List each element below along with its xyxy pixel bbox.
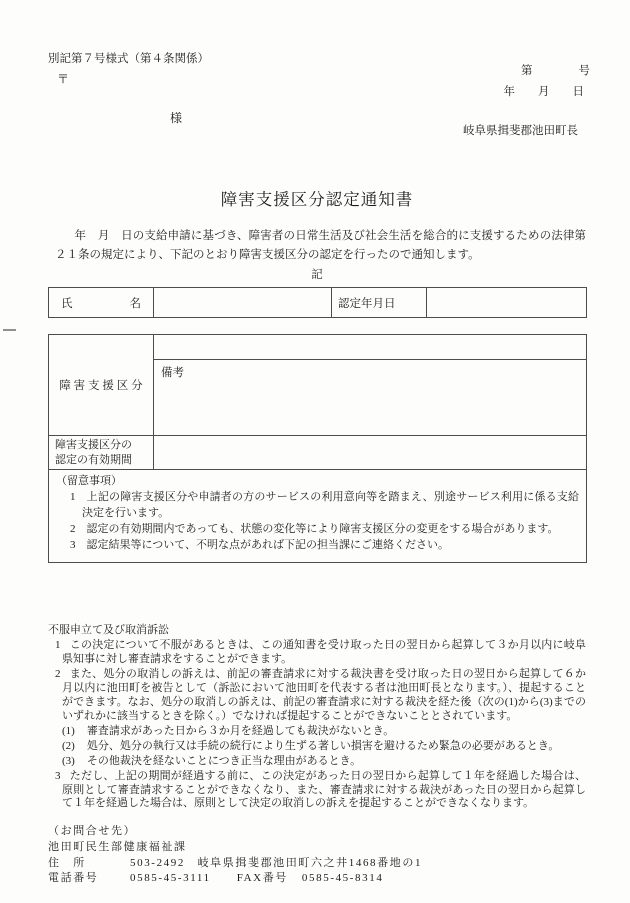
issue-date-line: 年 月 日: [503, 86, 584, 98]
appeal-sub-number: (3): [62, 754, 75, 767]
category-label: 障 害 支 援 区 分: [49, 335, 154, 436]
notes-item-text: 認定結果等について、不明な点があれば下記の担当課にご連絡ください。: [86, 538, 450, 551]
appeal-sub-number: (1): [62, 724, 75, 737]
appeal-item: [48, 668, 586, 724]
validity-label-line1: 障害支援区分の: [55, 439, 132, 452]
document-number-line: 第 号: [521, 65, 590, 77]
appeal-section: [48, 624, 586, 812]
notes-item-number: 3: [70, 538, 76, 551]
page-title: 障害支援区分認定通知書: [220, 190, 414, 209]
appeal-sub-text: 審査請求があった日から３か月を経過しても裁決がないとき。: [86, 724, 395, 737]
appeal-item-number: 2: [55, 667, 61, 680]
appeal-sub-text: 処分、処分の執行又は手続の続行により生ずる著しい損害を避けるため緊急の必要があるとき。: [86, 739, 560, 752]
appeal-sub-item: [48, 740, 586, 754]
notes-item: [56, 522, 579, 538]
name-value-field: [154, 288, 332, 318]
notes-item-text: 上記の障害支援区分や申請者の方のサービスの利用意向等を踏まえ、別途サービス利用に係る支給決定を行います。: [82, 490, 579, 519]
name-label-cell: [49, 288, 154, 318]
contact-address-row: [48, 856, 586, 872]
notes-item: [56, 538, 579, 554]
issuer-name: 岐阜県揖斐郡池田町長: [463, 125, 578, 137]
contact-section: [48, 824, 586, 886]
category-value-field: [154, 335, 587, 360]
table-row: [49, 335, 587, 360]
notes-item-number: 2: [70, 522, 76, 535]
validity-label-line2: 認定の有効期間: [55, 453, 132, 466]
appeal-item-text: ただし、上記の期間が経過する前に、この決定があった日の翌日から起算して１年を経過した場合は、原則として審査請求することができなくなり、また、審査請求に対する裁決があった日の翌日から起算して１年を経過した場合は、原則として決定の取消しの訴えを提起することができなくなります。: [62, 769, 586, 810]
cert-date-value-field: [427, 288, 587, 318]
appeal-item-text: この決定について不服があるときは、この通知書を受け取った日の翌日から起算して３か月以内に岐阜県知事に対し審査請求をすることができます。: [62, 638, 586, 665]
appeal-item: [48, 770, 586, 812]
form-number: 別記第７号様式（第４条関係）: [48, 53, 209, 65]
notes-item-number: 1: [70, 490, 76, 503]
appeal-heading: 不服申立て及び取消訴訟: [48, 623, 169, 636]
fax-label: FAX番号: [236, 872, 288, 885]
postal-mark-icon: 〒: [57, 72, 70, 86]
appeal-sub-item: [48, 725, 586, 739]
appeal-sub-text: その他裁決を経ないことにつき正当な理由があるとき。: [86, 754, 362, 767]
table-row: [49, 469, 587, 562]
notes-cell: [49, 469, 587, 562]
document-body: [48, 186, 586, 887]
notes-heading: （留意事項）: [56, 474, 122, 487]
addressee-suffix: 様: [170, 111, 183, 125]
validity-value-field: [154, 436, 587, 470]
appeal-sub-item: [48, 755, 586, 769]
record-mark: 記: [311, 269, 323, 282]
appeal-item-number: 1: [55, 638, 61, 651]
phone-value: 0585-45-3111: [130, 872, 211, 885]
name-label-left: 氏: [61, 297, 73, 310]
contact-phone-row: [48, 871, 586, 887]
remarks-label: 備考: [161, 367, 184, 380]
appeal-item-text: また、処分の取消しの訴えは、前記の審査請求に対する裁決書を受け取った日の翌日から起算して６か月以内に池田町を被告として（訴訟において池田町を代表する者は池田町長となります。）、提起することができます。なお、処分の取消しの訴えは、前記の審査請求に対する裁決を経た後（次の(1)から(3)までのいずれかに該当するときを除く。）でなければ提起することができないこととされています。: [62, 667, 586, 722]
remarks-cell: [154, 360, 587, 436]
notes-item: [56, 490, 579, 522]
category-table: [48, 334, 587, 563]
address-label: 住 所: [48, 856, 86, 869]
name-label-right: 名: [129, 297, 141, 310]
contact-department: 池田町民生部健康福祉課: [48, 841, 187, 854]
table-row: [49, 288, 587, 318]
contact-heading: （お問合せ先）: [48, 825, 137, 838]
intro-paragraph: 年 月 日の支給申請に基づき、障害者の日常生活及び社会生活を総合的に支援するための法律第２１条の規定により、下記のとおり障害支援区分の認定を行ったので通知します。: [55, 230, 586, 261]
name-table: [48, 287, 587, 318]
cert-date-label: 認定年月日: [332, 288, 427, 318]
validity-label: [49, 436, 154, 470]
table-row: [49, 436, 587, 470]
appeal-item-number: 3: [55, 769, 61, 782]
phone-label: 電話番号: [48, 872, 99, 885]
notes-item-text: 認定の有効期間内であっても、状態の変化等により障害支援区分の変更をする場合があります。: [86, 522, 559, 535]
address-value: 503-2492 岐阜県揖斐郡池田町六之井1468番地の1: [130, 856, 423, 869]
appeal-item: [48, 639, 586, 667]
fax-value: 0585-45-8314: [301, 872, 384, 885]
fold-mark: [3, 329, 16, 331]
appeal-sub-number: (2): [62, 739, 75, 752]
